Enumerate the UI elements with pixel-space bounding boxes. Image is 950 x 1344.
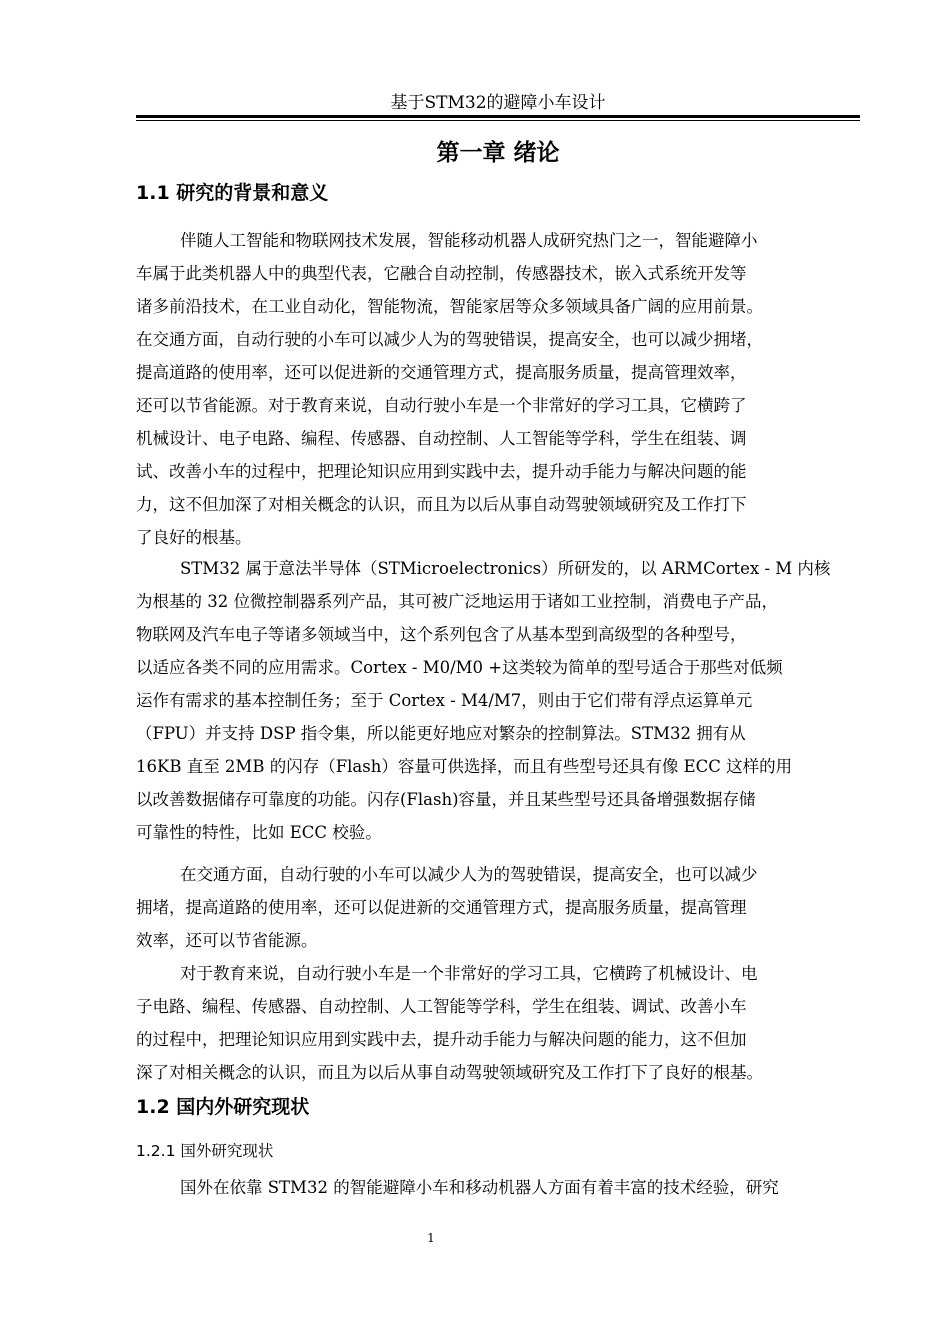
section-heading-1-1: 1.1 研究的背景和意义 [136, 182, 329, 204]
page-number: 1 [427, 1231, 435, 1245]
text-line: 试、改善小车的过程中，把理论知识应用到实践中去，提升动手能力与解决问题的能 [136, 462, 747, 481]
text-line: 以适应各类不同的应用需求。Cortex - M0/M0 +这类较为简单的型号适合于那些对低频 [136, 658, 783, 677]
text-line: 车属于此类机器人中的典型代表，它融合自动控制，传感器技术，嵌入式系统开发等 [136, 264, 747, 283]
text-line: 的过程中，把理论知识应用到实践中去，提升动手能力与解决问题的能力，这不但加 [136, 1030, 747, 1049]
text-line: 可靠性的特性，比如 ECC 校验。 [136, 823, 382, 842]
text-line: 16KB 直至 2MB 的闪存（Flash）容量可供选择，而且有些型号还具有像 ECC 这样的用 [136, 757, 793, 776]
text-line: 伴随人工智能和物联网技术发展，智能移动机器人成研究热门之一，智能避障小 [180, 231, 758, 250]
text-line: 在交通方面，自动行驶的小车可以减少人为的驾驶错误，提高安全，也可以减少拥堵， [136, 330, 763, 349]
paragraph [136, 957, 860, 1089]
text-line: 子电路、编程、传感器、自动控制、人工智能等学科，学生在组装、调试、改善小车 [136, 997, 747, 1016]
text-line: 以改善数据储存可靠度的功能。闪存(Flash)容量，并且某些型号还具备增强数据存储 [136, 790, 756, 809]
paragraph [136, 224, 860, 554]
section-heading-1-2: 1.2 国内外研究现状 [136, 1096, 310, 1118]
text-line: 提高道路的使用率，还可以促进新的交通管理方式，提高服务质量，提高管理效率， [136, 363, 747, 382]
paragraph [136, 552, 860, 849]
text-line: 对于教育来说，自动行驶小车是一个非常好的学习工具，它横跨了机械设计、电 [180, 964, 758, 983]
chapter-title: 第一章 绪论 [436, 140, 560, 166]
text-line: 诸多前沿技术，在工业自动化，智能物流，智能家居等众多领域具备广阔的应用前景。 [136, 297, 763, 316]
text-line: 深了对相关概念的认识，而且为以后从事自动驾驶领域研究及工作打下了良好的根基。 [136, 1063, 763, 1082]
text-line: 力，这不但加深了对相关概念的认识，而且为以后从事自动驾驶领域研究及工作打下 [136, 495, 747, 514]
header-rule-thin [136, 120, 860, 121]
paragraph [136, 1171, 860, 1204]
text-line: 拥堵，提高道路的使用率，还可以促进新的交通管理方式，提高服务质量，提高管理 [136, 898, 747, 917]
text-line: 机械设计、电子电路、编程、传感器、自动控制、人工智能等学科，学生在组装、调 [136, 429, 747, 448]
paragraph [136, 858, 860, 957]
text-line: 效率，还可以节省能源。 [136, 931, 318, 950]
text-line: STM32 属于意法半导体（STMicroelectronics）所研发的，以 ARMCortex - M 内核 [180, 559, 831, 578]
text-line: 物联网及汽车电子等诸多领域当中，这个系列包含了从基本型到高级型的各种型号， [136, 625, 747, 644]
text-line: 了良好的根基。 [136, 528, 252, 547]
text-line: 国外在依靠 STM32 的智能避障小车和移动机器人方面有着丰富的技术经验，研究 [180, 1178, 779, 1197]
header-rule-thick [136, 115, 860, 118]
text-line: 运作有需求的基本控制任务；至于 Cortex - M4/M7，则由于它们带有浮点运算单元 [136, 691, 753, 710]
text-line: 还可以节省能源。对于教育来说，自动行驶小车是一个非常好的学习工具，它横跨了 [136, 396, 747, 415]
text-line: 为根基的 32 位微控制器系列产品，其可被广泛地运用于诸如工业控制，消费电子产品， [136, 592, 778, 611]
text-line: 在交通方面，自动行驶的小车可以减少人为的驾驶错误，提高安全，也可以减少 [180, 865, 758, 884]
text-line: （FPU）并支持 DSP 指令集，所以能更好地应对繁杂的控制算法。STM32 拥有从 [136, 724, 746, 743]
subsection-heading-1-2-1: 1.2.1 国外研究现状 [136, 1142, 274, 1160]
running-header: 基于STM32的避障小车设计 [390, 93, 606, 113]
